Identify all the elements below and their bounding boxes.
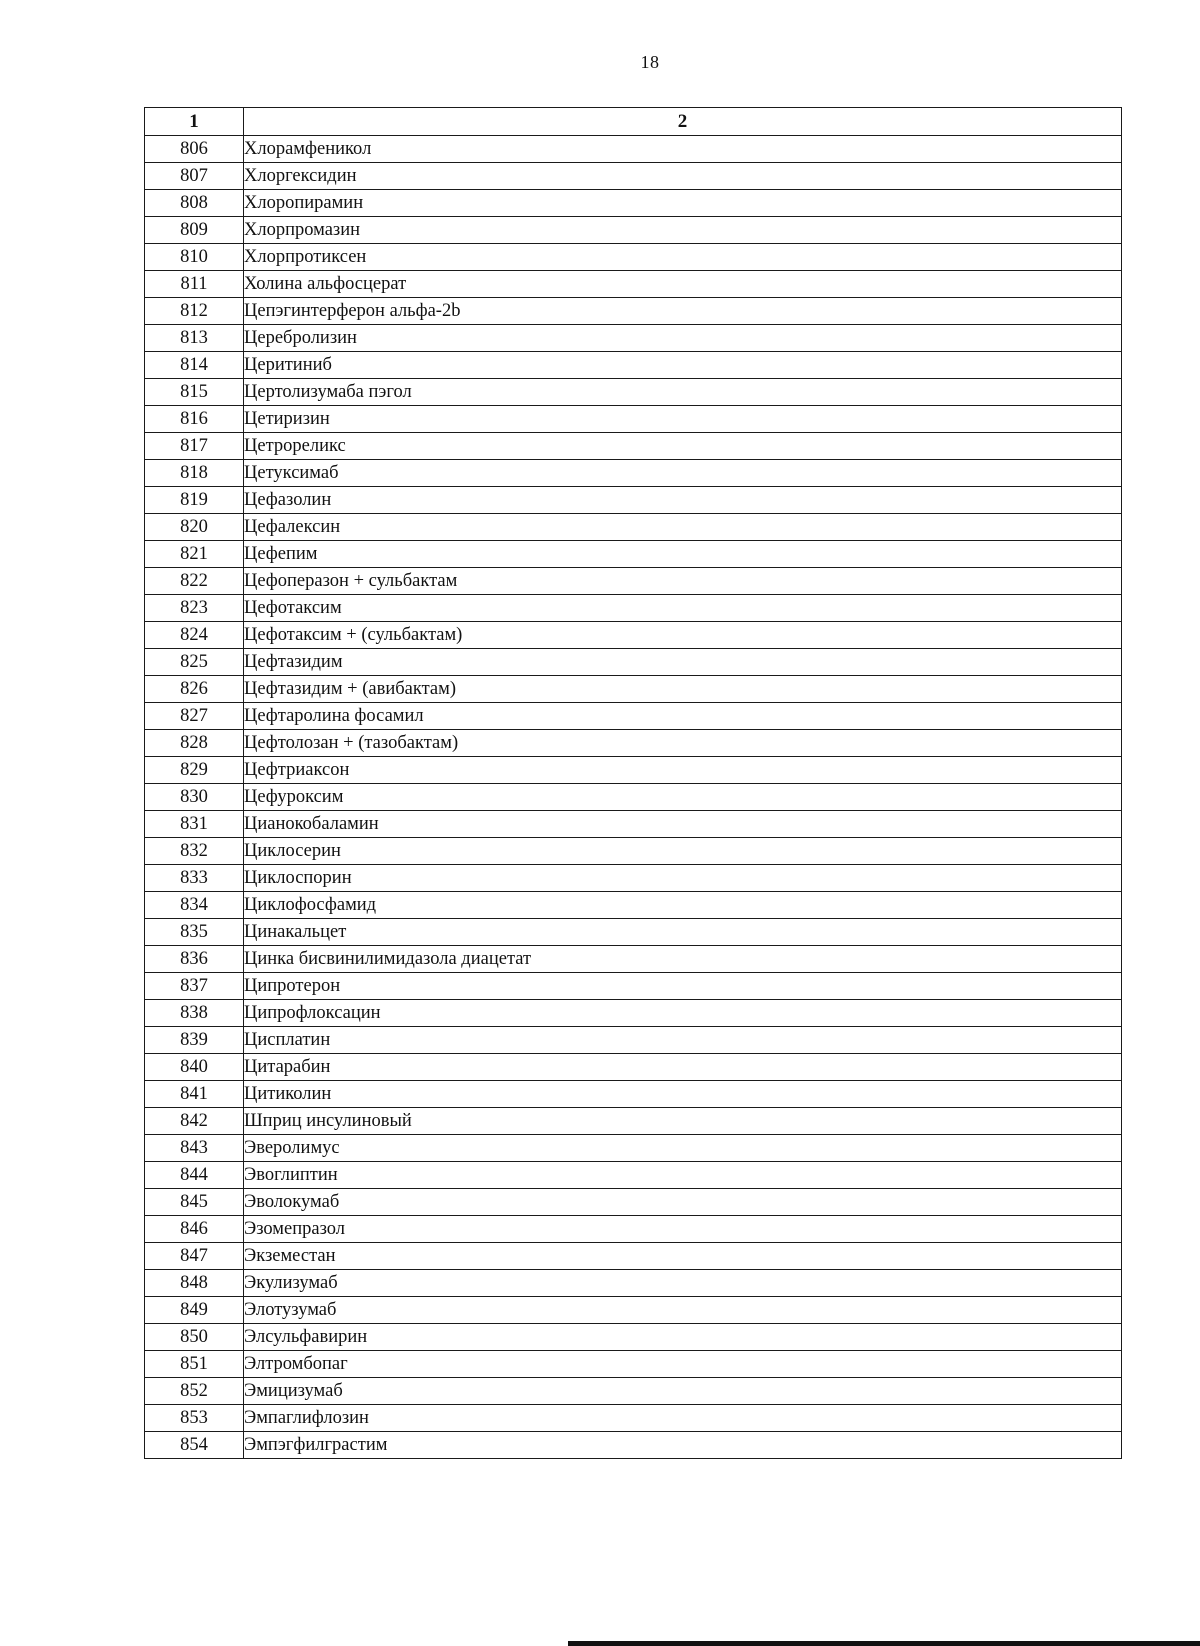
row-number: 814 bbox=[145, 352, 244, 379]
table-row bbox=[145, 1432, 1122, 1459]
table-row bbox=[145, 487, 1122, 514]
row-number: 847 bbox=[145, 1243, 244, 1270]
row-number: 825 bbox=[145, 649, 244, 676]
table-row bbox=[145, 136, 1122, 163]
column-header-name: 2 bbox=[244, 108, 1122, 136]
drug-name: Экземестан bbox=[244, 1243, 1122, 1270]
table-row bbox=[145, 973, 1122, 1000]
table-row bbox=[145, 703, 1122, 730]
drug-name: Эволокумаб bbox=[244, 1189, 1122, 1216]
table-row bbox=[145, 271, 1122, 298]
table-row bbox=[145, 298, 1122, 325]
drug-name: Церитиниб bbox=[244, 352, 1122, 379]
row-number: 810 bbox=[145, 244, 244, 271]
row-number: 830 bbox=[145, 784, 244, 811]
table-row bbox=[145, 190, 1122, 217]
drug-name: Хлоргексидин bbox=[244, 163, 1122, 190]
row-number: 844 bbox=[145, 1162, 244, 1189]
row-number: 811 bbox=[145, 271, 244, 298]
table-row bbox=[145, 1405, 1122, 1432]
drug-name: Циклофосфамид bbox=[244, 892, 1122, 919]
table-row bbox=[145, 163, 1122, 190]
table-row bbox=[145, 217, 1122, 244]
drug-name: Эзомепразол bbox=[244, 1216, 1122, 1243]
row-number: 840 bbox=[145, 1054, 244, 1081]
row-number: 845 bbox=[145, 1189, 244, 1216]
drug-name: Элтромбопаг bbox=[244, 1351, 1122, 1378]
table-row bbox=[145, 730, 1122, 757]
table-row bbox=[145, 379, 1122, 406]
drug-name: Цианокобаламин bbox=[244, 811, 1122, 838]
drug-name: Эмицизумаб bbox=[244, 1378, 1122, 1405]
row-number: 826 bbox=[145, 676, 244, 703]
drug-name: Хлорпротиксен bbox=[244, 244, 1122, 271]
table-header-row bbox=[145, 108, 1122, 136]
drug-name: Цитиколин bbox=[244, 1081, 1122, 1108]
row-number: 850 bbox=[145, 1324, 244, 1351]
row-number: 846 bbox=[145, 1216, 244, 1243]
drug-name: Цетиризин bbox=[244, 406, 1122, 433]
drug-name: Эмпэгфилграстим bbox=[244, 1432, 1122, 1459]
row-number: 848 bbox=[145, 1270, 244, 1297]
table-row bbox=[145, 433, 1122, 460]
row-number: 831 bbox=[145, 811, 244, 838]
table-row bbox=[145, 1270, 1122, 1297]
table-row bbox=[145, 1297, 1122, 1324]
row-number: 823 bbox=[145, 595, 244, 622]
table-row bbox=[145, 1351, 1122, 1378]
drug-name: Циклосерин bbox=[244, 838, 1122, 865]
row-number: 834 bbox=[145, 892, 244, 919]
table-row bbox=[145, 325, 1122, 352]
table-row bbox=[145, 1162, 1122, 1189]
drug-name: Цефтолозан + (тазобактам) bbox=[244, 730, 1122, 757]
row-number: 854 bbox=[145, 1432, 244, 1459]
drug-name: Ципротерон bbox=[244, 973, 1122, 1000]
row-number: 806 bbox=[145, 136, 244, 163]
row-number: 815 bbox=[145, 379, 244, 406]
drug-name: Цефепим bbox=[244, 541, 1122, 568]
drug-name: Цефоперазон + сульбактам bbox=[244, 568, 1122, 595]
row-number: 829 bbox=[145, 757, 244, 784]
row-number: 841 bbox=[145, 1081, 244, 1108]
row-number: 813 bbox=[145, 325, 244, 352]
drug-name: Цефтаролина фосамил bbox=[244, 703, 1122, 730]
row-number: 807 bbox=[145, 163, 244, 190]
table-row bbox=[145, 460, 1122, 487]
row-number: 838 bbox=[145, 1000, 244, 1027]
drug-name: Циклоспорин bbox=[244, 865, 1122, 892]
table-row bbox=[145, 1054, 1122, 1081]
row-number: 812 bbox=[145, 298, 244, 325]
row-number: 843 bbox=[145, 1135, 244, 1162]
row-number: 819 bbox=[145, 487, 244, 514]
row-number: 809 bbox=[145, 217, 244, 244]
drug-name: Экулизумаб bbox=[244, 1270, 1122, 1297]
drug-name: Эмпаглифлозин bbox=[244, 1405, 1122, 1432]
table-row bbox=[145, 595, 1122, 622]
table-row bbox=[145, 892, 1122, 919]
drug-name: Цинка бисвинилимидазола диацетат bbox=[244, 946, 1122, 973]
row-number: 833 bbox=[145, 865, 244, 892]
drug-name: Эвоглиптин bbox=[244, 1162, 1122, 1189]
table-body bbox=[145, 136, 1122, 1459]
drug-name: Холина альфосцерат bbox=[244, 271, 1122, 298]
drug-name: Элотузумаб bbox=[244, 1297, 1122, 1324]
drug-name: Цертолизумаба пэгол bbox=[244, 379, 1122, 406]
row-number: 849 bbox=[145, 1297, 244, 1324]
table-row bbox=[145, 865, 1122, 892]
row-number: 839 bbox=[145, 1027, 244, 1054]
drug-name: Хлорпромазин bbox=[244, 217, 1122, 244]
table-row bbox=[145, 1216, 1122, 1243]
drug-name: Эверолимус bbox=[244, 1135, 1122, 1162]
table-row bbox=[145, 406, 1122, 433]
drug-name: Хлоропирамин bbox=[244, 190, 1122, 217]
drug-name: Цефотаксим + (сульбактам) bbox=[244, 622, 1122, 649]
row-number: 851 bbox=[145, 1351, 244, 1378]
row-number: 817 bbox=[145, 433, 244, 460]
drug-name: Цефотаксим bbox=[244, 595, 1122, 622]
row-number: 852 bbox=[145, 1378, 244, 1405]
table-row bbox=[145, 244, 1122, 271]
row-number: 808 bbox=[145, 190, 244, 217]
table-row bbox=[145, 1378, 1122, 1405]
drug-name: Цинакальцет bbox=[244, 919, 1122, 946]
bottom-scan-edge bbox=[568, 1641, 1200, 1646]
column-header-number: 1 bbox=[145, 108, 244, 136]
drug-name: Ципрофлоксацин bbox=[244, 1000, 1122, 1027]
row-number: 837 bbox=[145, 973, 244, 1000]
row-number: 818 bbox=[145, 460, 244, 487]
drug-name: Цефтриаксон bbox=[244, 757, 1122, 784]
drug-name: Цефуроксим bbox=[244, 784, 1122, 811]
drug-name: Цетрореликс bbox=[244, 433, 1122, 460]
table-row bbox=[145, 946, 1122, 973]
table-row bbox=[145, 541, 1122, 568]
table-row bbox=[145, 1081, 1122, 1108]
row-number: 816 bbox=[145, 406, 244, 433]
table-row bbox=[145, 838, 1122, 865]
table-row bbox=[145, 514, 1122, 541]
table-row bbox=[145, 1000, 1122, 1027]
drug-name: Хлорамфеникол bbox=[244, 136, 1122, 163]
drug-name: Цитарабин bbox=[244, 1054, 1122, 1081]
row-number: 828 bbox=[145, 730, 244, 757]
table-row bbox=[145, 919, 1122, 946]
drug-name: Цетуксимаб bbox=[244, 460, 1122, 487]
table-row bbox=[145, 1135, 1122, 1162]
drug-name: Цефтазидим + (авибактам) bbox=[244, 676, 1122, 703]
drug-name: Цефтазидим bbox=[244, 649, 1122, 676]
table-row bbox=[145, 622, 1122, 649]
row-number: 822 bbox=[145, 568, 244, 595]
drug-name: Цисплатин bbox=[244, 1027, 1122, 1054]
table-row bbox=[145, 811, 1122, 838]
drug-name: Цефалексин bbox=[244, 514, 1122, 541]
drug-name: Цепэгинтерферон альфа-2b bbox=[244, 298, 1122, 325]
table-row bbox=[145, 1243, 1122, 1270]
row-number: 836 bbox=[145, 946, 244, 973]
table-row bbox=[145, 757, 1122, 784]
drug-list-table bbox=[144, 107, 1122, 1459]
drug-name: Элсульфавирин bbox=[244, 1324, 1122, 1351]
row-number: 832 bbox=[145, 838, 244, 865]
table-row bbox=[145, 676, 1122, 703]
page-number: 18 bbox=[640, 52, 660, 72]
row-number: 827 bbox=[145, 703, 244, 730]
table-row bbox=[145, 784, 1122, 811]
row-number: 820 bbox=[145, 514, 244, 541]
table-row bbox=[145, 568, 1122, 595]
row-number: 842 bbox=[145, 1108, 244, 1135]
table-row bbox=[145, 352, 1122, 379]
drug-name: Церебролизин bbox=[244, 325, 1122, 352]
row-number: 853 bbox=[145, 1405, 244, 1432]
row-number: 835 bbox=[145, 919, 244, 946]
drug-name: Цефазолин bbox=[244, 487, 1122, 514]
drug-name: Шприц инсулиновый bbox=[244, 1108, 1122, 1135]
table-row bbox=[145, 1108, 1122, 1135]
table-row bbox=[145, 649, 1122, 676]
row-number: 821 bbox=[145, 541, 244, 568]
table-row bbox=[145, 1189, 1122, 1216]
row-number: 824 bbox=[145, 622, 244, 649]
table-row bbox=[145, 1027, 1122, 1054]
table-row bbox=[145, 1324, 1122, 1351]
